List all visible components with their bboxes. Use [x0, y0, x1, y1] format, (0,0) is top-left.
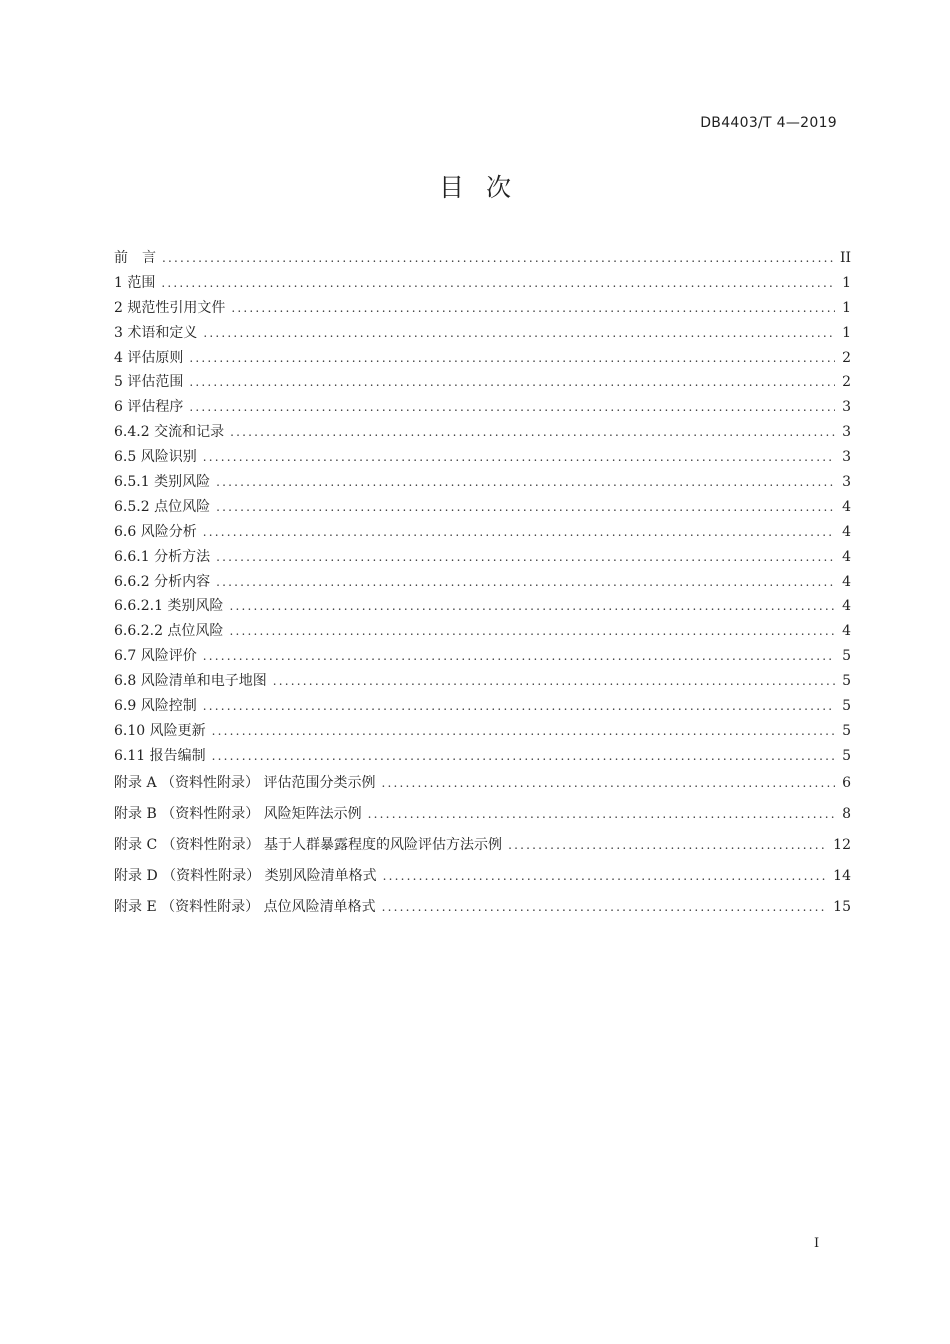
toc-entry-label: 6.11 报告编制: [114, 747, 206, 764]
toc-appendix-entry[interactable]: [114, 804, 851, 835]
toc-leader-dots: [161, 273, 835, 293]
toc-appendix-entry[interactable]: [114, 773, 851, 804]
toc-entry[interactable]: [114, 522, 851, 547]
toc-leader-dots: [203, 323, 835, 343]
toc-appendix-entry[interactable]: [114, 897, 851, 928]
toc-entry[interactable]: [114, 621, 851, 646]
toc-entry-page: 4: [842, 623, 851, 640]
table-of-contents: [114, 248, 851, 928]
toc-appendix-page: 15: [833, 898, 851, 915]
toc-appendix-entry[interactable]: [114, 866, 851, 897]
toc-leader-dots: [162, 248, 834, 268]
toc-leader-dots: [189, 372, 835, 392]
toc-entry[interactable]: [114, 348, 851, 373]
document-code: DB4403/T 4—2019: [700, 115, 837, 131]
toc-entry[interactable]: [114, 397, 851, 422]
toc-entry-page: 3: [842, 424, 851, 441]
toc-leader-dots: [212, 721, 835, 741]
toc-entry-label: 6.6.2.2 点位风险: [114, 623, 224, 640]
toc-appendix-label: 附录 B （资料性附录） 风险矩阵法示例: [114, 805, 362, 822]
toc-entry-page: 1: [842, 324, 851, 341]
toc-leader-dots: [508, 835, 827, 855]
toc-leader-dots: [216, 572, 835, 592]
toc-entry-label: 6.6.2.1 类别风险: [114, 598, 224, 615]
toc-entry[interactable]: [114, 372, 851, 397]
toc-entry[interactable]: [114, 671, 851, 696]
toc-entry-label: 6.6 风险分析: [114, 523, 197, 540]
toc-entry-page: 3: [842, 474, 851, 491]
toc-appendix-label: 附录 A （资料性附录） 评估范围分类示例: [114, 774, 376, 791]
toc-appendix-label: 附录 E （资料性附录） 点位风险清单格式: [114, 898, 376, 915]
toc-entry-page: 2: [842, 349, 851, 366]
toc-entry-page: 4: [842, 498, 851, 515]
toc-entry[interactable]: [114, 721, 851, 746]
toc-leader-dots: [189, 348, 835, 368]
toc-entry-label: 6.6.2 分析内容: [114, 573, 211, 590]
toc-entry-label: 6.8 风险清单和电子地图: [114, 673, 267, 690]
toc-entry[interactable]: [114, 746, 851, 771]
toc-entry-label: 6.5.1 类别风险: [114, 474, 211, 491]
toc-appendix-label: 附录 D （资料性附录） 类别风险清单格式: [114, 867, 377, 884]
toc-leader-dots: [368, 804, 835, 824]
toc-leader-dots: [382, 897, 828, 917]
toc-appendix-page: 14: [833, 867, 851, 884]
toc-entry[interactable]: [114, 696, 851, 721]
toc-entry[interactable]: [114, 497, 851, 522]
toc-entry-page: 5: [842, 648, 851, 665]
toc-entry-label: 6.4.2 交流和记录: [114, 424, 225, 441]
toc-entry-page: 1: [842, 274, 851, 291]
toc-entry-page: 2: [842, 374, 851, 391]
toc-entry-label: 6.7 风险评价: [114, 648, 197, 665]
toc-entry-label: 6.6.1 分析方法: [114, 548, 211, 565]
toc-leader-dots: [231, 298, 835, 318]
page-title: 目次: [438, 173, 533, 202]
toc-leader-dots: [216, 547, 835, 567]
toc-leader-dots: [229, 621, 835, 641]
toc-entry-label: 2 规范性引用文件: [114, 299, 226, 316]
toc-entry-page: 3: [842, 449, 851, 466]
toc-leader-dots: [203, 447, 835, 467]
toc-leader-dots: [203, 522, 835, 542]
toc-entry[interactable]: [114, 323, 851, 348]
toc-entry-label: 前 言: [114, 250, 156, 266]
toc-entry[interactable]: [114, 248, 851, 273]
toc-leader-dots: [230, 422, 835, 442]
toc-entry-page: 5: [842, 747, 851, 764]
toc-leader-dots: [203, 696, 835, 716]
toc-leader-dots: [229, 596, 835, 616]
toc-entry-label: 6.9 风险控制: [114, 698, 197, 715]
toc-entry-page: 4: [842, 573, 851, 590]
toc-entry[interactable]: [114, 472, 851, 497]
toc-entry[interactable]: [114, 447, 851, 472]
toc-entry[interactable]: [114, 596, 851, 621]
toc-appendix-entry[interactable]: [114, 835, 851, 866]
toc-entry[interactable]: [114, 646, 851, 671]
toc-entry[interactable]: [114, 547, 851, 572]
toc-entry-page: 4: [842, 523, 851, 540]
toc-leader-dots: [216, 497, 835, 517]
toc-leader-dots: [203, 646, 835, 666]
toc-entry-label: 6 评估程序: [114, 399, 184, 416]
toc-entry-label: 6.5.2 点位风险: [114, 498, 211, 515]
toc-appendix-label: 附录 C （资料性附录） 基于人群暴露程度的风险评估方法示例: [114, 836, 503, 853]
toc-entry-label: 5 评估范围: [114, 374, 184, 391]
toc-leader-dots: [273, 671, 835, 691]
toc-entry-page: II: [839, 250, 851, 266]
toc-appendix-page: 6: [842, 774, 851, 791]
toc-entry-label: 3 术语和定义: [114, 324, 198, 341]
toc-appendix-page: 12: [833, 836, 851, 853]
toc-leader-dots: [383, 866, 828, 886]
toc-entry-page: 5: [842, 698, 851, 715]
toc-leader-dots: [212, 746, 835, 766]
toc-entry-label: 4 评估原则: [114, 349, 184, 366]
toc-leader-dots: [189, 397, 835, 417]
toc-entry[interactable]: [114, 422, 851, 447]
toc-entry-page: 1: [842, 299, 851, 316]
toc-entry[interactable]: [114, 572, 851, 597]
toc-entry-label: 6.5 风险识别: [114, 449, 197, 466]
toc-appendix-page: 8: [842, 805, 851, 822]
toc-entry-page: 3: [842, 399, 851, 416]
toc-entry-page: 4: [842, 548, 851, 565]
toc-entry[interactable]: [114, 273, 851, 298]
toc-entry-page: 5: [842, 673, 851, 690]
toc-leader-dots: [216, 472, 835, 492]
page-number: I: [814, 1236, 820, 1251]
toc-entry-label: 1 范围: [114, 274, 156, 291]
toc-entry-page: 4: [842, 598, 851, 615]
toc-entry-label: 6.10 风险更新: [114, 722, 206, 739]
toc-entry-page: 5: [842, 722, 851, 739]
toc-entry[interactable]: [114, 298, 851, 323]
toc-leader-dots: [381, 773, 835, 793]
